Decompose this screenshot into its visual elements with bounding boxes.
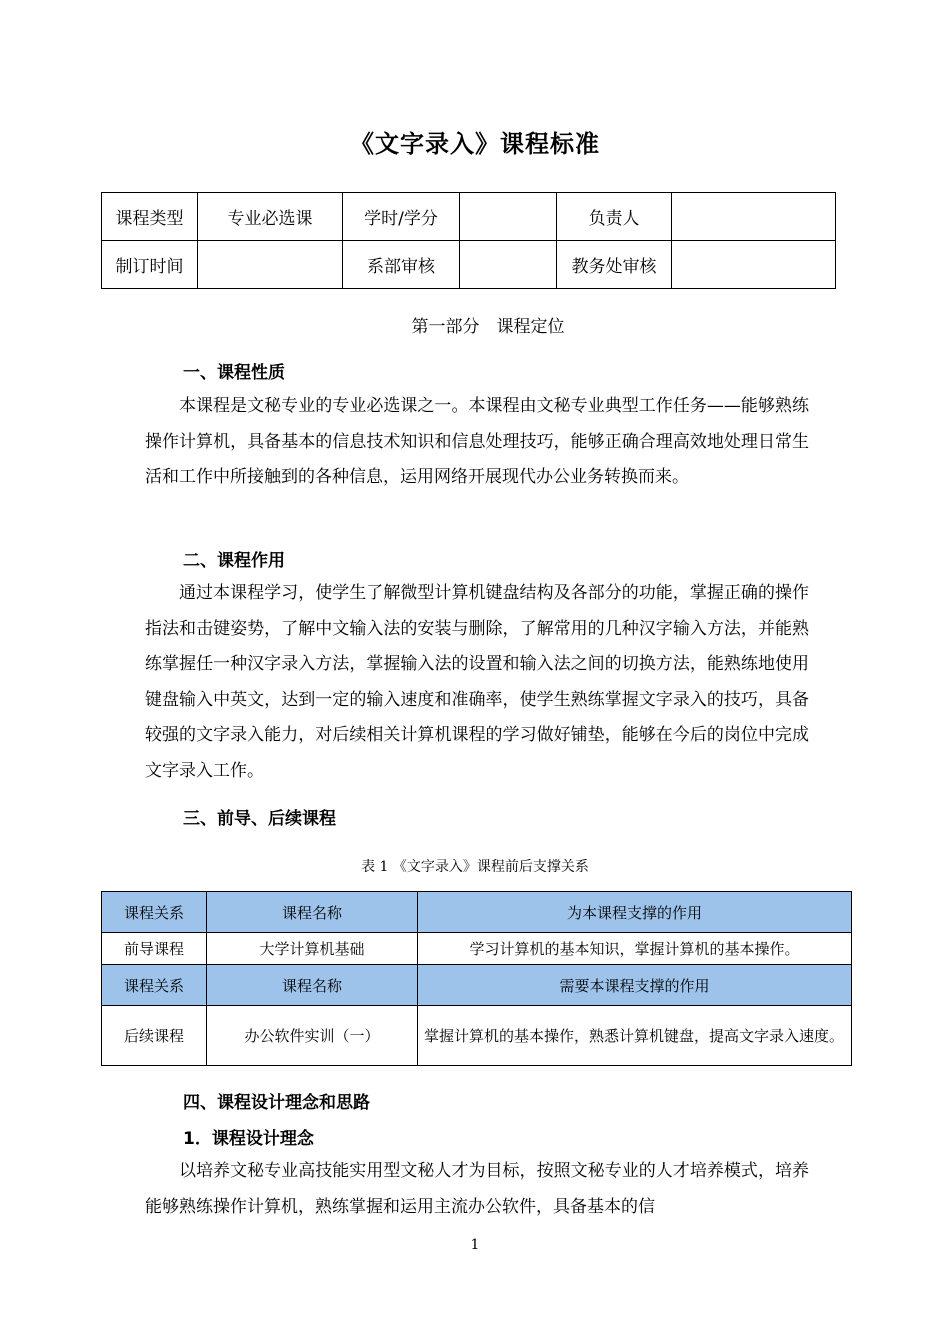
table-caption: 表 1 《文字录入》课程前后支撑关系 xyxy=(361,859,589,875)
cell-course-name: 办公软件实训（一） xyxy=(207,1006,418,1066)
subsection-heading-design-concept: 1．课程设计理念 xyxy=(183,1129,314,1149)
section-text-role: 通过本课程学习，使学生了解微型计算机键盘结构及各部分的功能，掌握正确的操作指法和击键姿势，了解中文输入法的安装与删除，了解常用的几种汉字输入方法，并能熟练掌握任一种汉字录入方法，掌握输入法的设置和输入法之间的切换方法，能熟练地使用键盘输入中英文，达到一定的输入速度和准确率，使学生熟练掌握文字录入的技巧，具备较强的文字录入能力，对后续相关计算机课程的学习做好铺垫，能够在今后的岗位中完成文字录入工作。 xyxy=(145,583,809,781)
section-heading-design: 四、课程设计理念和思路 xyxy=(183,1093,370,1113)
header-relation: 课程关系 xyxy=(102,892,207,933)
header-required-role: 需要本课程支撑的作用 xyxy=(418,965,852,1006)
info-row-2 xyxy=(102,241,836,289)
relation-header-row-2 xyxy=(102,965,852,1006)
value-academic-affairs-review xyxy=(672,241,836,289)
value-department-review xyxy=(460,241,557,289)
cell-course-name: 大学计算机基础 xyxy=(207,933,418,965)
info-row-1 xyxy=(102,193,836,241)
header-course-name: 课程名称 xyxy=(207,965,418,1006)
label-course-type: 课程类型 xyxy=(102,193,198,241)
part-one-title: 第一部分 课程定位 xyxy=(411,317,565,337)
cell-required-role: 掌握计算机的基本操作，熟悉计算机键盘，提高文字录入速度。 xyxy=(418,1006,852,1066)
cell-relation: 后续课程 xyxy=(102,1006,207,1066)
section-text-nature: 本课程是文秘专业的专业必选课之一。本课程由文秘专业典型工作任务——能够熟练操作计算机，具备基本的信息技术知识和信息处理技巧，能够正确合理高效地处理日常生活和工作中所接触到的各种信息，运用网络开展现代办公业务转换而来。 xyxy=(145,396,809,487)
label-department-review: 系部审核 xyxy=(343,241,460,289)
course-info-table xyxy=(101,192,836,289)
page-number: 1 xyxy=(470,1237,480,1253)
cell-support-role: 学习计算机的基本知识，掌握计算机的基本操作。 xyxy=(418,933,852,965)
value-hours-credits xyxy=(460,193,557,241)
relation-row-followup xyxy=(102,1006,852,1066)
header-course-name: 课程名称 xyxy=(207,892,418,933)
label-created-date: 制订时间 xyxy=(102,241,198,289)
section-heading-nature: 一、课程性质 xyxy=(183,363,285,383)
section-heading-role: 二、课程作用 xyxy=(183,551,285,571)
value-course-type: 专业必选课 xyxy=(198,193,343,241)
header-support-role: 为本课程支撑的作用 xyxy=(418,892,852,933)
label-hours-credits: 学时/学分 xyxy=(343,193,460,241)
section-heading-prerequisites: 三、前导、后续课程 xyxy=(183,809,336,829)
section-text-design-concept: 以培养文秘专业高技能实用型文秘人才为目标，按照文秘专业的人才培养模式，培养能够熟练操作计算机，熟练掌握和运用主流办公软件，具备基本的信 xyxy=(145,1161,809,1217)
value-created-date xyxy=(198,241,343,289)
course-relation-table xyxy=(101,891,852,1066)
cell-relation: 前导课程 xyxy=(102,933,207,965)
relation-header-row-1 xyxy=(102,892,852,933)
document-title: 《文字录入》课程标准 xyxy=(350,130,600,158)
value-person-in-charge xyxy=(672,193,836,241)
label-person-in-charge: 负责人 xyxy=(557,193,672,241)
header-relation: 课程关系 xyxy=(102,965,207,1006)
label-academic-affairs-review: 教务处审核 xyxy=(557,241,672,289)
relation-row-prerequisite xyxy=(102,933,852,965)
